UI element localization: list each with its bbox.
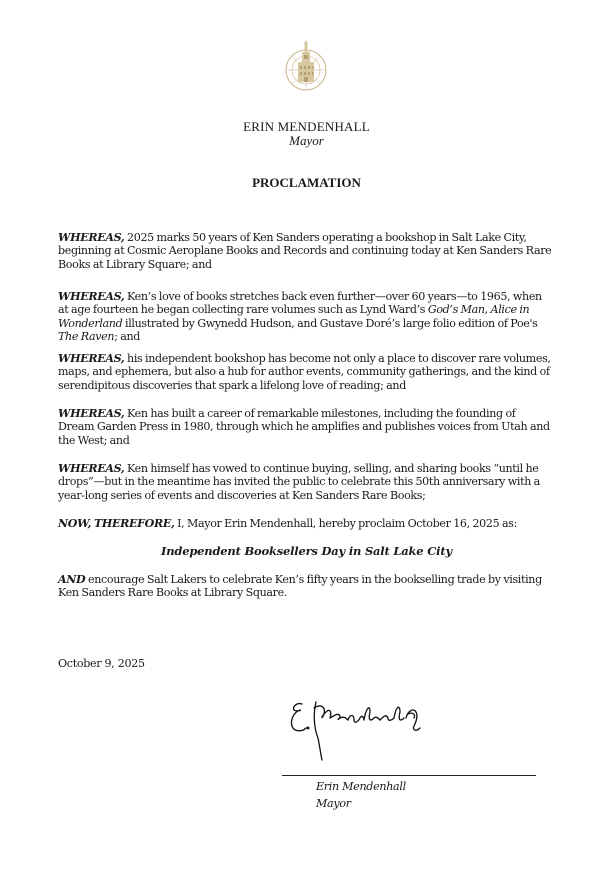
- whereas-paragraph-5: [58, 462, 553, 502]
- whereas-paragraph-1: [58, 231, 553, 271]
- city-seal-icon: [283, 40, 329, 92]
- paragraph-lead: WHEREAS,: [58, 231, 125, 244]
- paragraph-lead: WHEREAS,: [58, 352, 125, 365]
- mayor-name-header: ERIN MENDENHALL: [243, 119, 370, 134]
- paragraph-lead: WHEREAS,: [58, 462, 125, 475]
- paragraph-text: ,: [484, 303, 491, 317]
- paragraph-lead: WHEREAS,: [58, 290, 125, 303]
- proclaimed-day: Independent Booksellers Day in Salt Lake City: [161, 544, 452, 558]
- paragraph-text: I, Mayor Erin Mendenhall, hereby proclaim October 16, 2025 as:: [174, 517, 517, 530]
- paragraph-text: encourage Salt Lakers to celebrate Ken’s fifty years in the bookselling trade by visiting Ken Sanders Rare Books at Library Square.: [58, 573, 542, 600]
- paragraph-lead: NOW, THEREFORE,: [58, 517, 175, 530]
- signatory-title: Mayor: [316, 797, 351, 810]
- now-therefore-paragraph: [58, 517, 553, 530]
- signature-line: [282, 775, 536, 776]
- paragraph-lead: AND: [58, 573, 86, 586]
- whereas-paragraph-2: [58, 290, 553, 344]
- closing-paragraph: [58, 573, 553, 600]
- book-title-gods-man: God’s Man: [427, 303, 485, 317]
- whereas-paragraph-4: [58, 407, 553, 447]
- paragraph-text: his independent bookshop has become not only a place to discover rare volumes, maps, and ephemera, but also a hub for author events, community gatherings, and the kind of serendipitous discoveries that spark a lifelong love of reading; and: [58, 352, 551, 392]
- signature-image: [288, 698, 438, 764]
- paragraph-text: illustrated by Gwynedd Hudson, and Gustave Doré’s large folio edition of Poe's: [122, 316, 538, 330]
- whereas-paragraph-3: [58, 352, 553, 392]
- paragraph-text: 2025 marks 50 years of Ken Sanders operating a bookshop in Salt Lake City, beginning at Cosmic Aeroplane Books and Records and continuing today at Ken Sanders Rare Books at Library Square; and: [58, 231, 552, 271]
- paragraph-text: Ken has built a career of remarkable milestones, including the founding of Dream Garden Press in 1980, through which he amplifies and publishes voices from Utah and the West; and: [58, 407, 550, 447]
- paragraph-text: ; and: [114, 330, 141, 344]
- mayor-title-header: Mayor: [289, 133, 324, 148]
- paragraph-text: Ken himself has vowed to continue buying, selling, and sharing books “until he drops”—but in the meantime has invited the public to celebrate this 50th anniversary with a year-long series of events and discoveries at Ken Sanders Rare Books;: [58, 462, 540, 502]
- paragraph-text: Ken’s love of books stretches back even further—over 60 years—to 1965, when at age fourteen he began collecting rare volumes such as Lynd Ward’s: [58, 290, 542, 317]
- book-title-alice: Alice in Wonderland: [58, 303, 530, 330]
- book-title-raven: The Raven: [58, 330, 115, 344]
- document-title: PROCLAMATION: [252, 175, 361, 190]
- signatory-name: Erin Mendenhall: [316, 780, 406, 793]
- paragraph-lead: WHEREAS,: [58, 407, 125, 420]
- proclamation-date: October 9, 2025: [58, 657, 145, 670]
